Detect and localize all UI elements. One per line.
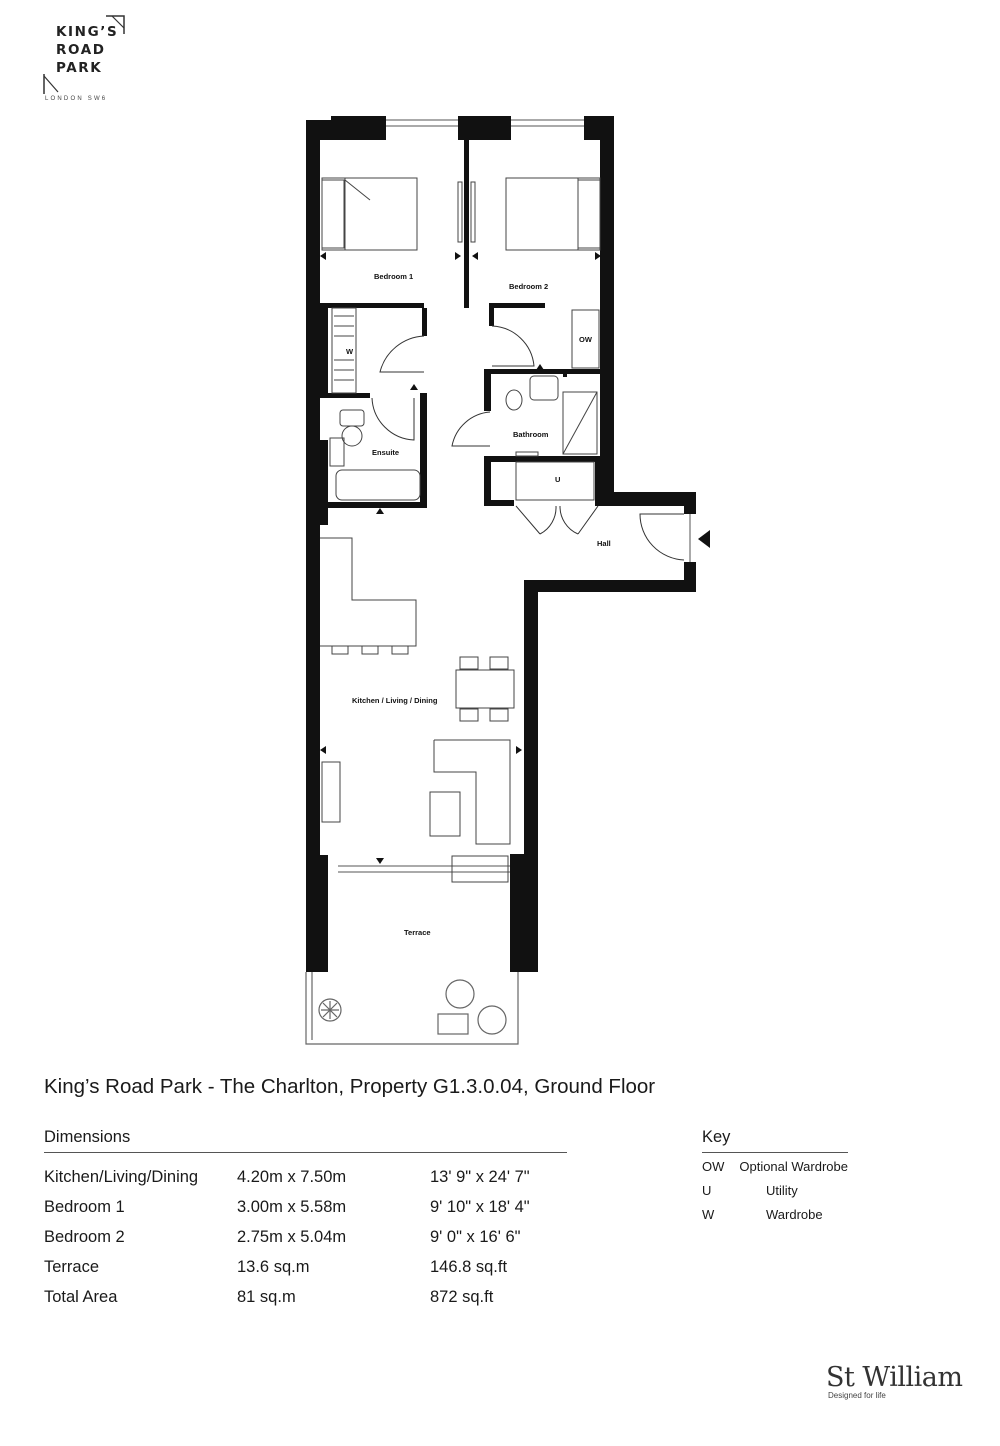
label-wardrobe: W [346,347,354,356]
dimension-row [44,1252,567,1282]
kitchen-furniture [320,538,514,882]
dimension-room: Terrace [44,1258,100,1276]
dimension-row [44,1162,567,1192]
dimension-imperial: 9' 10" x 18' 4" [430,1198,530,1216]
dimensions-table [44,1128,567,1312]
label-ensuite: Ensuite [372,448,400,457]
dimension-metric: 3.00m x 5.58m [237,1198,347,1216]
logo-line-1: KING’S [56,24,119,40]
key-code: U [702,1183,712,1198]
brand-tagline: Designed for life [828,1391,886,1400]
label-bedroom-2: Bedroom 2 [509,282,549,291]
dimension-imperial: 9' 0" x 16' 6" [430,1228,521,1246]
dimension-imperial: 13' 9" x 24' 7" [430,1168,530,1186]
label-bedroom-1: Bedroom 1 [374,272,414,281]
dimension-row [44,1192,567,1222]
label-kitchen-living-dining: Kitchen / Living / Dining [352,696,438,705]
dimension-imperial: 872 sq.ft [430,1288,494,1306]
key-legend [702,1128,848,1227]
key-item [702,1203,848,1227]
key-label: Optional Wardrobe [739,1159,848,1174]
label-hall: Hall [597,539,611,548]
dimension-room: Bedroom 1 [44,1198,125,1216]
label-utility: U [555,475,561,484]
key-item [702,1155,848,1179]
dimension-row [44,1282,567,1312]
brand-name: St William [826,1362,963,1393]
entrance-arrows [320,252,710,864]
terrace-outline [306,972,518,1044]
logo-line-3: PARK [56,60,103,76]
bedroom1-furniture [322,178,462,250]
logo-subtitle: LONDON SW6 [45,96,108,102]
logo-line-2: ROAD [56,42,106,58]
dimension-metric: 13.6 sq.m [237,1258,310,1276]
st-william-logo [826,1362,962,1400]
key-label: Wardrobe [766,1207,823,1222]
label-optional-wardrobe: OW [579,335,592,344]
key-code: W [702,1207,715,1222]
dimension-room: Kitchen/Living/Dining [44,1168,199,1186]
dimension-row [44,1222,567,1252]
key-heading: Key [702,1128,848,1153]
dimension-metric: 2.75m x 5.04m [237,1228,347,1246]
key-label: Utility [766,1183,798,1198]
key-code: OW [702,1159,725,1174]
dimension-room: Bedroom 2 [44,1228,125,1246]
bathroom-fixtures [506,376,597,456]
dimension-metric: 81 sq.m [237,1288,296,1306]
dimension-metric: 4.20m x 7.50m [237,1168,347,1186]
dimension-imperial: 146.8 sq.ft [430,1258,508,1276]
property-title: King’s Road Park - The Charlton, Property G1.3.0.04, Ground Floor [44,1075,656,1098]
label-terrace: Terrace [404,928,431,937]
label-bathroom: Bathroom [513,430,549,439]
door-swings [372,326,684,560]
key-item [702,1179,848,1203]
dimensions-heading: Dimensions [44,1128,567,1153]
dimension-room: Total Area [44,1288,118,1306]
